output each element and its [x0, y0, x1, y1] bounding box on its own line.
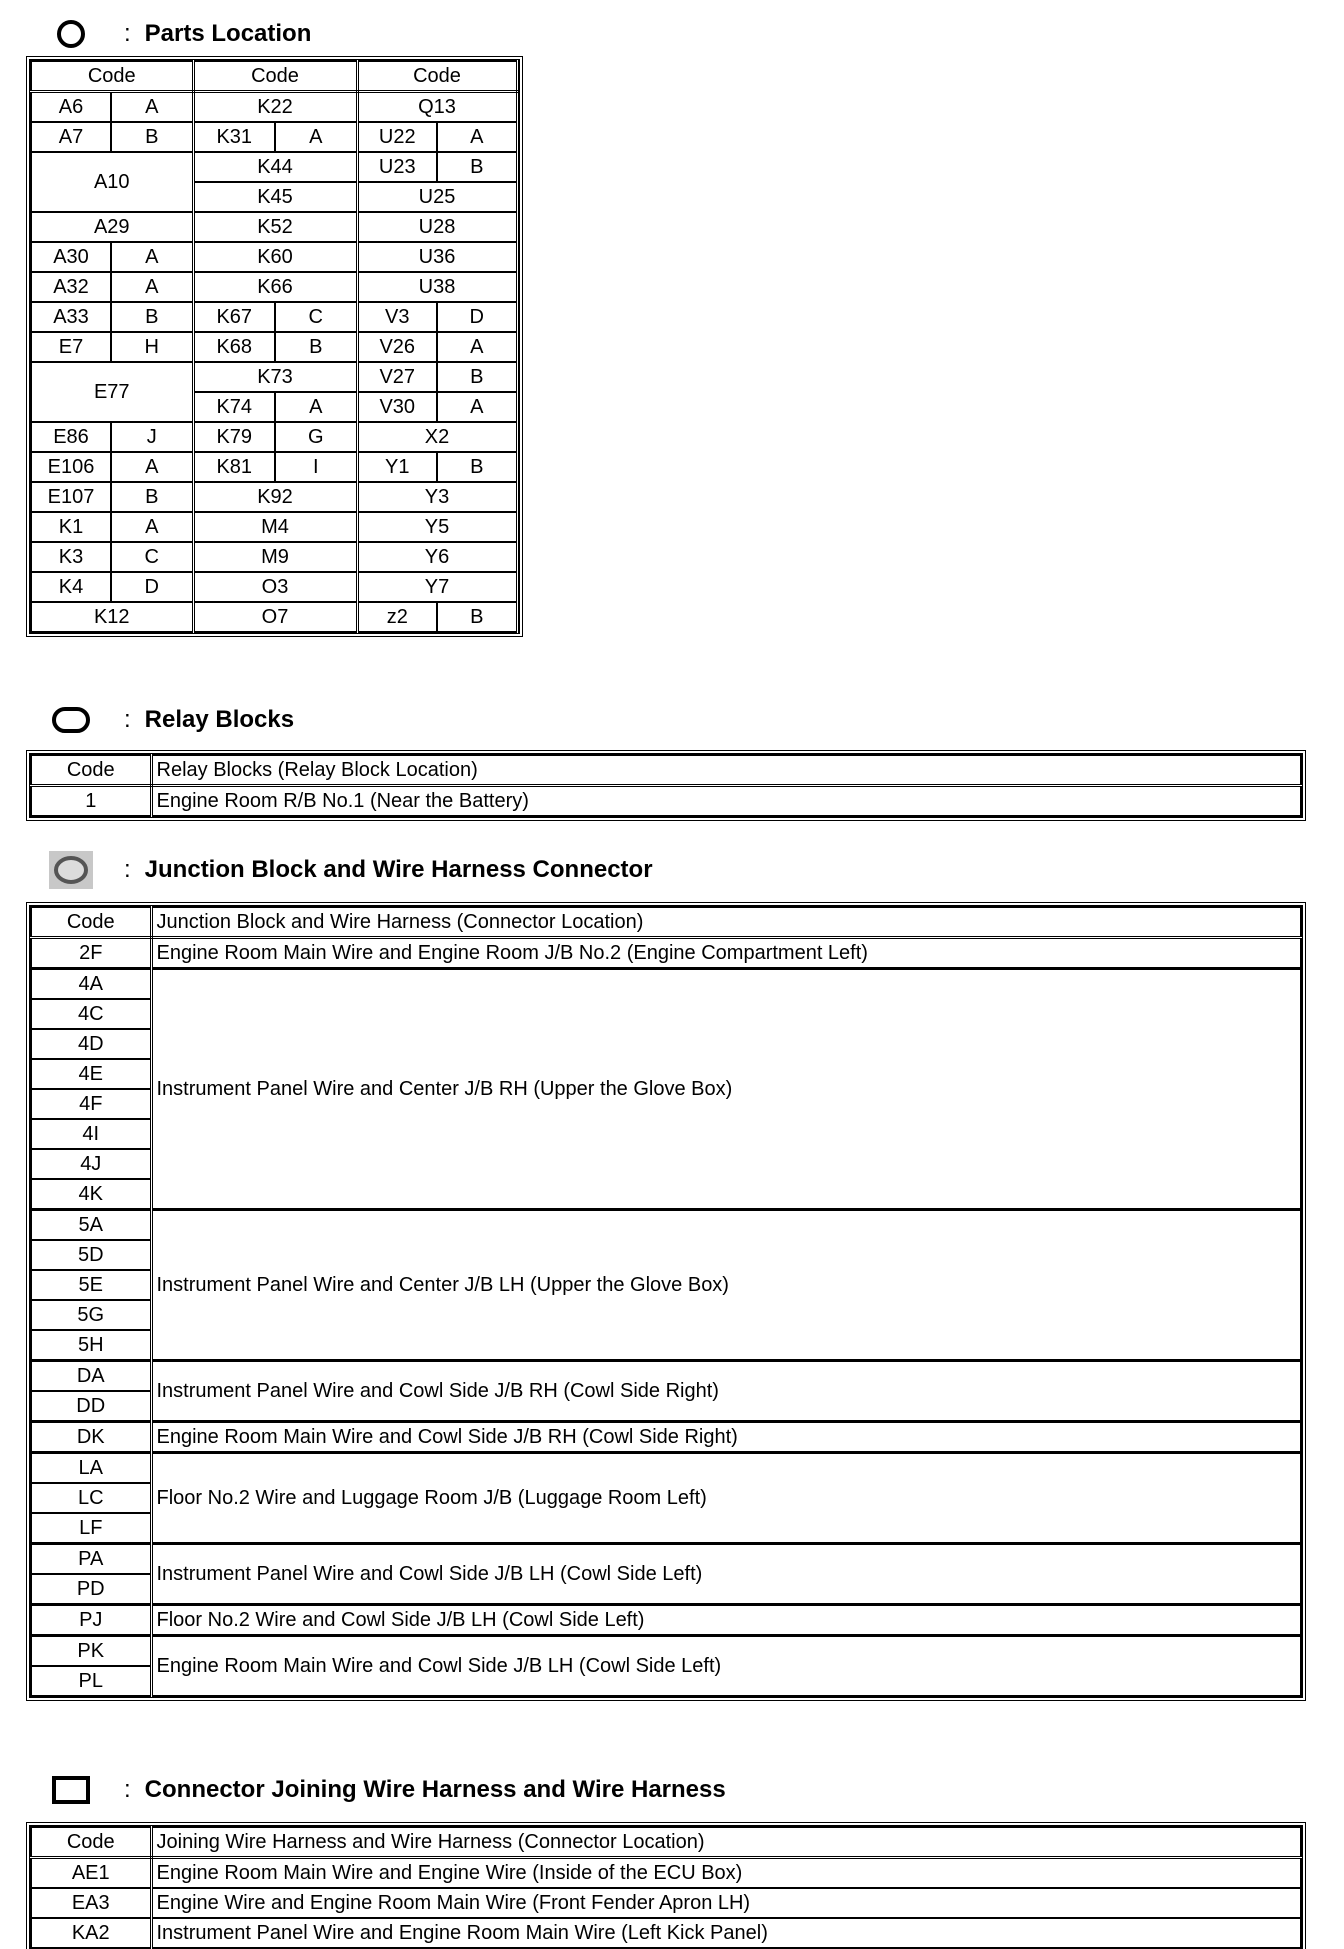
location-letter: A	[111, 452, 193, 482]
section-title: Parts Location	[144, 20, 312, 47]
part-code: K45	[193, 182, 357, 212]
table-row	[31, 786, 1301, 817]
table-row	[31, 512, 517, 542]
code-header: Code	[31, 1827, 151, 1858]
part-code: A10	[31, 152, 193, 212]
part-code: U28	[357, 212, 517, 242]
part-code: A6	[31, 92, 111, 123]
location-cell: Instrument Panel Wire and Cowl Side J/B RH (Cowl Side Right)	[151, 1361, 1301, 1422]
parts-location-table	[30, 60, 519, 633]
location-letter: A	[437, 122, 517, 152]
table-row	[31, 272, 517, 302]
heading-colon: :	[124, 20, 131, 47]
code-cell: 1	[31, 786, 151, 817]
table-row	[31, 572, 517, 602]
code-header: Code	[31, 755, 151, 786]
part-code: A7	[31, 122, 111, 152]
code-cell: LF	[31, 1513, 151, 1544]
part-code: z2	[357, 602, 437, 632]
location-letter: A	[437, 332, 517, 362]
part-code: M9	[193, 542, 357, 572]
table-row	[31, 1918, 1301, 1948]
heading-colon: :	[124, 706, 131, 733]
part-code: V30	[357, 392, 437, 422]
code-cell: DA	[31, 1361, 151, 1392]
location-letter: A	[111, 92, 193, 123]
part-code: K44	[193, 152, 357, 182]
location-letter: A	[437, 392, 517, 422]
relay-blocks-heading	[48, 700, 294, 740]
rounded-rect-icon	[48, 700, 94, 740]
part-code: U22	[357, 122, 437, 152]
location-letter: B	[437, 152, 517, 182]
location-letter: C	[111, 542, 193, 572]
location-letter: B	[437, 602, 517, 632]
location-letter: C	[275, 302, 357, 332]
location-letter: I	[275, 452, 357, 482]
code-header: Code	[31, 907, 151, 938]
table-row	[31, 602, 517, 632]
parts-location-body	[31, 61, 517, 632]
code-cell: DD	[31, 1391, 151, 1422]
part-code: U38	[357, 272, 517, 302]
code-cell: 5G	[31, 1300, 151, 1330]
part-code: A30	[31, 242, 111, 272]
code-cell: AE1	[31, 1858, 151, 1889]
code-cell: 4K	[31, 1179, 151, 1210]
part-code: A33	[31, 302, 111, 332]
location-cell: Engine Room Main Wire and Cowl Side J/B RH (Cowl Side Right)	[151, 1422, 1301, 1453]
table-row	[31, 242, 517, 272]
section-title: Junction Block and Wire Harness Connector	[144, 856, 653, 883]
part-code: V26	[357, 332, 437, 362]
relay-blocks-table	[30, 754, 1302, 817]
location-letter: A	[111, 242, 193, 272]
part-code: K52	[193, 212, 357, 242]
part-code: Y6	[357, 542, 517, 572]
part-code: Y3	[357, 482, 517, 512]
table-header-row	[31, 755, 1301, 786]
location-cell: Instrument Panel Wire and Engine Room Main Wire (Left Kick Panel)	[151, 1918, 1301, 1948]
part-code: K79	[193, 422, 275, 452]
junction-block-table	[30, 906, 1302, 1697]
location-letter: J	[111, 422, 193, 452]
code-cell: 5H	[31, 1330, 151, 1361]
code-cell: 4D	[31, 1029, 151, 1059]
code-cell: PD	[31, 1574, 151, 1605]
location-header: Junction Block and Wire Harness (Connector Location)	[151, 907, 1301, 938]
table-row	[31, 212, 517, 242]
location-cell: Engine Wire and Engine Room Main Wire (Front Fender Apron LH)	[151, 1888, 1301, 1918]
location-letter: G	[275, 422, 357, 452]
part-code: O3	[193, 572, 357, 602]
location-letter: A	[275, 392, 357, 422]
location-letter: B	[111, 302, 193, 332]
location-header: Joining Wire Harness and Wire Harness (Connector Location)	[151, 1827, 1301, 1858]
part-code: E7	[31, 332, 111, 362]
location-letter: D	[437, 302, 517, 332]
part-code: A32	[31, 272, 111, 302]
column-header: Code	[31, 61, 193, 92]
part-code: X2	[357, 422, 517, 452]
part-code: O7	[193, 602, 357, 632]
table-row	[31, 422, 517, 452]
location-letter: A	[111, 512, 193, 542]
part-code: K67	[193, 302, 275, 332]
table-row	[31, 1636, 1301, 1667]
table-row	[31, 1453, 1301, 1484]
part-code: Y7	[357, 572, 517, 602]
code-cell: PJ	[31, 1605, 151, 1636]
table-row	[31, 362, 517, 392]
table-row	[31, 332, 517, 362]
location-letter: D	[111, 572, 193, 602]
code-cell: 4F	[31, 1089, 151, 1119]
table-row	[31, 969, 1301, 1000]
part-code: K12	[31, 602, 193, 632]
parts-location-heading	[48, 14, 311, 54]
table-row	[31, 1544, 1301, 1575]
table-header-row	[31, 61, 517, 92]
location-cell: Instrument Panel Wire and Center J/B RH (Upper the Glove Box)	[151, 969, 1301, 1210]
part-code: A29	[31, 212, 193, 242]
table-header-row	[31, 907, 1301, 938]
column-header: Code	[193, 61, 357, 92]
location-cell: Engine Room Main Wire and Engine Wire (Inside of the ECU Box)	[151, 1858, 1301, 1889]
heading-colon: :	[124, 1776, 131, 1803]
code-cell: PA	[31, 1544, 151, 1575]
code-cell: 4I	[31, 1119, 151, 1149]
table-row	[31, 92, 517, 123]
location-letter: B	[275, 332, 357, 362]
location-cell: Instrument Panel Wire and Cowl Side J/B LH (Cowl Side Left)	[151, 1544, 1301, 1605]
part-code: K31	[193, 122, 275, 152]
part-code: E86	[31, 422, 111, 452]
table-row	[31, 1858, 1301, 1889]
table-row	[31, 122, 517, 152]
part-code: M4	[193, 512, 357, 542]
code-cell: LA	[31, 1453, 151, 1484]
table-row	[31, 1605, 1301, 1636]
column-header: Code	[357, 61, 517, 92]
code-cell: PK	[31, 1636, 151, 1667]
circle-icon	[48, 14, 94, 54]
junction-block-heading	[48, 850, 653, 890]
part-code: E77	[31, 362, 193, 422]
part-code: Y1	[357, 452, 437, 482]
part-code: U23	[357, 152, 437, 182]
part-code: K4	[31, 572, 111, 602]
code-cell: PL	[31, 1666, 151, 1696]
square-icon	[48, 1770, 94, 1810]
code-cell: LC	[31, 1483, 151, 1513]
location-letter: A	[111, 272, 193, 302]
part-code: K74	[193, 392, 275, 422]
location-letter: B	[111, 122, 193, 152]
shaded-ellipse-icon	[48, 850, 94, 890]
part-code: K68	[193, 332, 275, 362]
code-cell: EA3	[31, 1888, 151, 1918]
part-code: Q13	[357, 92, 517, 123]
part-code: K92	[193, 482, 357, 512]
table-row	[31, 1422, 1301, 1453]
part-code: U36	[357, 242, 517, 272]
part-code: K22	[193, 92, 357, 123]
location-letter: H	[111, 332, 193, 362]
part-code: U25	[357, 182, 517, 212]
part-code: K66	[193, 272, 357, 302]
table-header-row	[31, 1827, 1301, 1858]
part-code: E106	[31, 452, 111, 482]
table-row	[31, 1361, 1301, 1392]
connector-joining-table	[30, 1826, 1302, 1949]
location-letter: A	[275, 122, 357, 152]
code-cell: DK	[31, 1422, 151, 1453]
location-letter: B	[437, 362, 517, 392]
section-title: Connector Joining Wire Harness and Wire Harness	[144, 1776, 726, 1803]
location-cell: Engine Room Main Wire and Engine Room J/B No.2 (Engine Compartment Left)	[151, 938, 1301, 969]
location-cell: Engine Room Main Wire and Cowl Side J/B LH (Cowl Side Left)	[151, 1636, 1301, 1697]
table-row	[31, 452, 517, 482]
part-code: K3	[31, 542, 111, 572]
code-cell: 5E	[31, 1270, 151, 1300]
code-cell: 4A	[31, 969, 151, 1000]
part-code: E107	[31, 482, 111, 512]
code-cell: 5D	[31, 1240, 151, 1270]
code-cell: 4C	[31, 999, 151, 1029]
location-letter: B	[437, 452, 517, 482]
heading-colon: :	[124, 856, 131, 883]
part-code: V27	[357, 362, 437, 392]
table-row	[31, 938, 1301, 969]
section-title: Relay Blocks	[144, 706, 295, 733]
connector-joining-heading	[48, 1770, 726, 1810]
table-row	[31, 542, 517, 572]
code-cell: KA2	[31, 1918, 151, 1948]
table-row	[31, 1888, 1301, 1918]
table-row	[31, 1210, 1301, 1241]
location-cell: Floor No.2 Wire and Cowl Side J/B LH (Cowl Side Left)	[151, 1605, 1301, 1636]
part-code: K1	[31, 512, 111, 542]
location-header: Relay Blocks (Relay Block Location)	[151, 755, 1301, 786]
code-cell: 2F	[31, 938, 151, 969]
part-code: K60	[193, 242, 357, 272]
location-cell: Instrument Panel Wire and Center J/B LH (Upper the Glove Box)	[151, 1210, 1301, 1361]
code-cell: 4J	[31, 1149, 151, 1179]
code-cell: 5A	[31, 1210, 151, 1241]
location-cell: Engine Room R/B No.1 (Near the Battery)	[151, 786, 1301, 817]
table-row	[31, 152, 517, 182]
part-code: K81	[193, 452, 275, 482]
part-code: K73	[193, 362, 357, 392]
table-row	[31, 482, 517, 512]
table-row	[31, 302, 517, 332]
part-code: Y5	[357, 512, 517, 542]
code-cell: 4E	[31, 1059, 151, 1089]
location-cell: Floor No.2 Wire and Luggage Room J/B (Luggage Room Left)	[151, 1453, 1301, 1544]
location-letter: B	[111, 482, 193, 512]
part-code: V3	[357, 302, 437, 332]
